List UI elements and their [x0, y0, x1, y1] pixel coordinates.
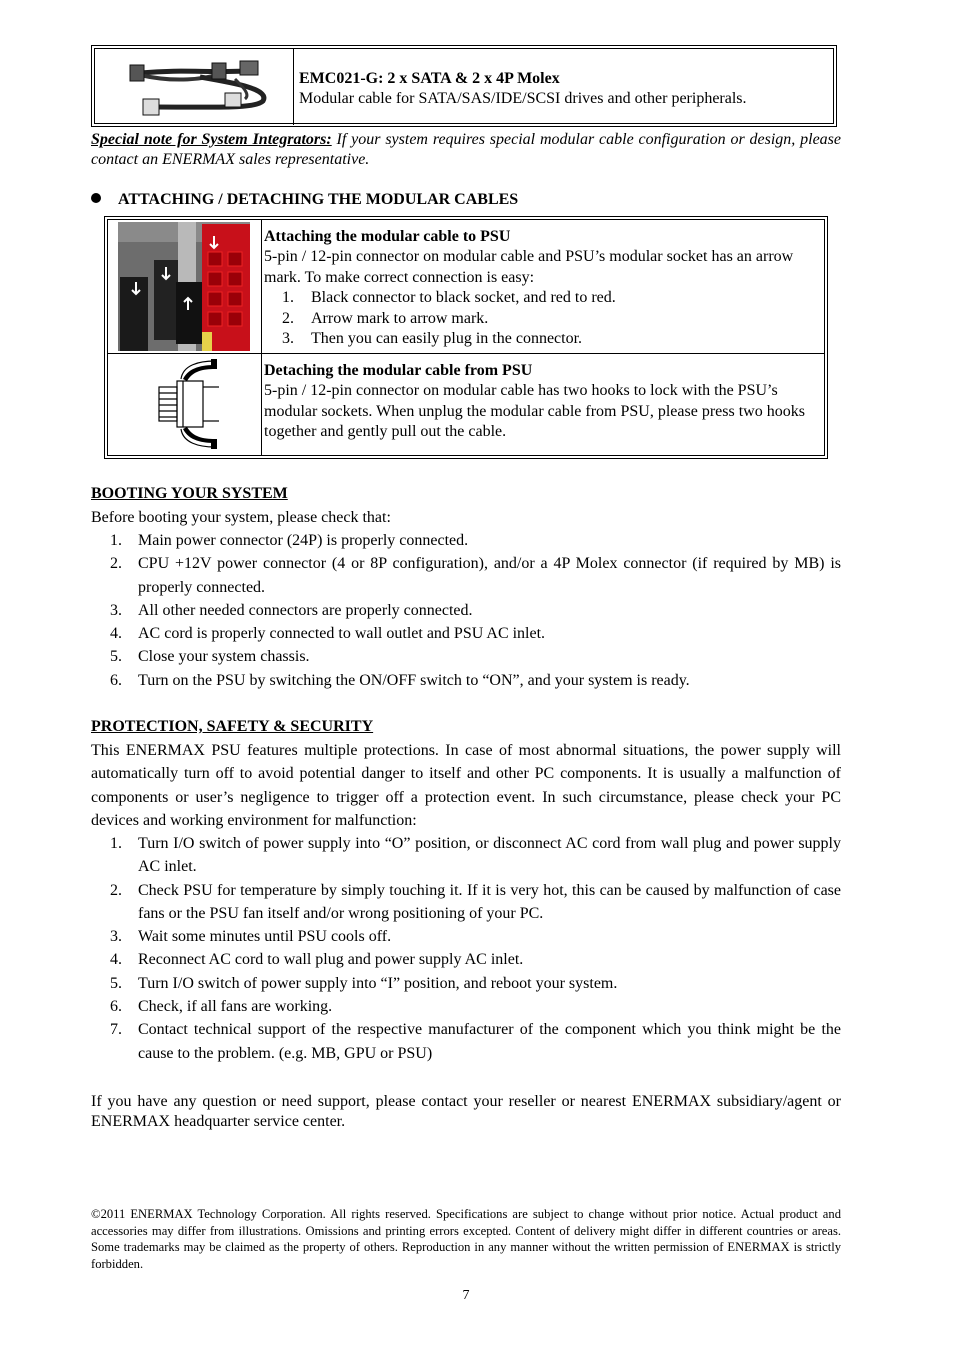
- list-item: 2. Check PSU for temperature by simply touching it. If it is very hot, this can be caused by malfunction of case fans or the PSU fan itself and/or wrong positioning of your PC.: [110, 881, 841, 922]
- protection-steps: [91, 832, 841, 1065]
- attaching-heading-text: ATTACHING / DETACHING THE MODULAR CABLES: [118, 191, 519, 208]
- detach-text: 5-pin / 12-pin connector on modular cable has two hooks to lock with the PSU’s modular sockets. When unplug the modular cable from PSU, please press two hooks together and gently pull out the cable.: [264, 382, 805, 441]
- list-item: 3. Wait some minutes until PSU cools off.: [110, 928, 392, 946]
- connector-hooks-diagram-icon: [153, 357, 223, 451]
- special-note-lead: Special note for System Integrators:: [91, 131, 332, 148]
- page-number: 7: [462, 1288, 470, 1303]
- special-note: [91, 130, 841, 170]
- special-note-text: If your system requires special modular cable configuration or design, please contact an ENERMAX sales representative.: [91, 131, 842, 168]
- list-item: 2. CPU +12V power connector (4 or 8P configuration), and/or a 4P Molex connector (if required by MB) is properly connected.: [110, 555, 841, 596]
- list-item: 6. Turn on the PSU by switching the ON/OFF switch to “ON”, and your system is ready.: [110, 671, 690, 689]
- attach-instructions-cell: [264, 227, 820, 349]
- list-item: 3. Then you can easily plug in the connector.: [282, 330, 583, 348]
- table-divider-horizontal: [108, 353, 824, 354]
- list-item: 2. Arrow mark to arrow mark.: [282, 309, 489, 327]
- cable-image-cell: [95, 49, 294, 125]
- attach-text: 5-pin / 12-pin connector on modular cable and PSU’s modular socket has an arrow mark. To make correct connection is easy:: [264, 248, 794, 286]
- list-item: 5. Turn I/O switch of power supply into “I” position, and reboot your system.: [110, 974, 618, 992]
- detach-instructions-cell: [264, 361, 820, 443]
- bullet-icon: [91, 193, 101, 203]
- list-item: 4. AC cord is properly connected to wall outlet and PSU AC inlet.: [110, 625, 546, 643]
- cable-model-title: EMC021-G: 2 x SATA & 2 x 4P Molex: [299, 70, 560, 87]
- list-item: 1. Black connector to black socket, and red to red.: [282, 289, 616, 307]
- table-divider-vertical: [261, 220, 262, 455]
- attach-detach-table: [104, 216, 828, 459]
- connector-photo-icon: [118, 222, 250, 351]
- list-item: 4. Reconnect AC cord to wall plug and power supply AC inlet.: [110, 951, 524, 969]
- sata-molex-cable-icon: [95, 49, 293, 125]
- cable-description-cell: [299, 69, 747, 109]
- list-item: 1. Main power connector (24P) is properly connected.: [110, 532, 469, 549]
- attach-title: Attaching the modular cable to PSU: [264, 228, 511, 245]
- list-item: 6. Check, if all fans are working.: [110, 998, 333, 1016]
- detach-title: Detaching the modular cable from PSU: [264, 362, 533, 379]
- booting-intro: Before booting your system, please check that:: [91, 509, 391, 526]
- cable-table: [91, 45, 837, 127]
- booting-checklist: [91, 529, 841, 692]
- list-item: 5. Close your system chassis.: [110, 648, 310, 666]
- protection-intro: This ENERMAX PSU features multiple protections. In case of most abnormal situations, the power supply will automatically turn off to avoid potential danger to itself and other PC components. It is usually a malfunction of components or user’s negligence to trigger off a protection event. In such circumstance, please check your PC devices and working environment for malfunction:: [91, 742, 841, 829]
- list-item: 3. All other needed connectors are properly connected.: [110, 601, 473, 619]
- list-item: 7. Contact technical support of the respective manufacturer of the component which you think might be the cause to the problem. (e.g. MB, GPU or PSU): [110, 1021, 841, 1062]
- support-note: If you have any question or need support, please contact your reseller or nearest ENERMAX subsidiary/agent or ENERMAX headquarter service center.: [91, 1093, 841, 1130]
- cable-description: Modular cable for SATA/SAS/IDE/SCSI drives and other peripherals.: [299, 90, 747, 107]
- list-item: 1. Turn I/O switch of power supply into “O” position, or disconnect AC cord from wall plug and power supply AC inlet.: [110, 835, 841, 876]
- booting-title: BOOTING YOUR SYSTEM: [91, 485, 288, 502]
- attaching-heading: [91, 190, 518, 210]
- copyright-footer: ©2011 ENERMAX Technology Corporation. All rights reserved. Specifications are subject to change without prior notice. Actual product and accessories may differ from illustrations. Omissions and printing errors excepted. Content of delivery might differ in different countries or areas. Some trademarks may be claimed as the property of others. Reproduction in any manner without the written permission of ENERMAX is strictly forbidden.: [91, 1207, 841, 1271]
- attach-steps: [264, 288, 820, 349]
- protection-title: PROTECTION, SAFETY & SECURITY: [91, 718, 374, 735]
